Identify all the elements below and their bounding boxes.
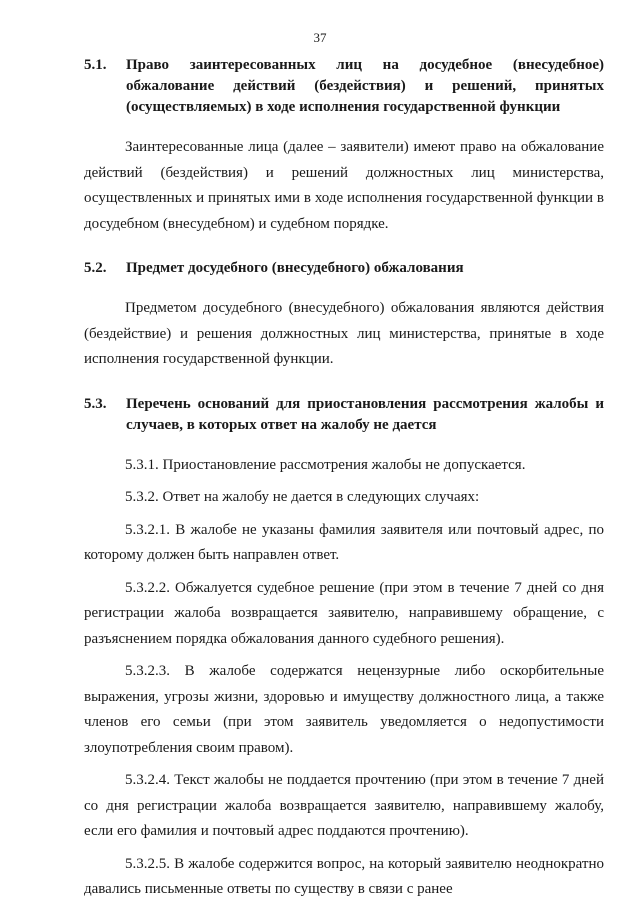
paragraph-5-3-2: 5.3.2. Ответ на жалобу не дается в следующих случаях: bbox=[125, 489, 480, 505]
paragraph: Предметом досудебного (внесудебного) обжалования являются действия (бездействие) и решения должностных лиц министерства, принятые в ходе исполнения государственной функции. bbox=[84, 300, 604, 367]
section-heading-5-1 bbox=[84, 55, 604, 118]
paragraph-5-3-2-3: 5.3.2.3. В жалобе содержатся нецензурные либо оскорбительные выражения, угрозы жизни, здоровью и имуществу должностного лица, а также членов его семьи (при этом заявитель уведомляется о недопустимости злоупотребления своим правом). bbox=[84, 663, 604, 756]
section-title: Право заинтересованных лиц на досудебное (внесудебное) обжалование действий (бездействия) и решений, принятых (осуществляемых) в ходе исполнения государственной функции bbox=[126, 57, 604, 115]
section-number: 5.3. bbox=[84, 395, 107, 412]
paragraph-5-3-1: 5.3.1. Приостановление рассмотрения жалобы не допускается. bbox=[125, 456, 526, 473]
page-number: 37 bbox=[313, 30, 327, 45]
paragraph-5-3-2-5: 5.3.2.5. В жалобе содержится вопрос, на который заявителю неоднократно давались письменные ответы по существу в связи с ранее bbox=[84, 855, 604, 897]
paragraph-5-3-2-2: 5.3.2.2. Обжалуется судебное решение (при этом в течение 7 дней со дня регистрации жалоба возвращается заявителю, направившему обращение, с разъяснением порядка обжалования данного судебного решения). bbox=[84, 579, 604, 647]
section-number: 5.2. bbox=[84, 260, 107, 276]
section-number: 5.1. bbox=[84, 57, 107, 73]
section-heading-5-2 bbox=[84, 258, 604, 279]
section-title: Перечень оснований для приостановления рассмотрения жалобы и случаев, в которых ответ на жалобу не дается bbox=[126, 395, 604, 433]
section-heading-5-3 bbox=[84, 394, 604, 436]
paragraph-5-3-2-1: 5.3.2.1. В жалобе не указаны фамилия заявителя или почтовый адрес, по которому должен быть направлен ответ. bbox=[84, 521, 604, 563]
document-body bbox=[84, 55, 604, 903]
section-title: Предмет досудебного (внесудебного) обжалования bbox=[126, 260, 464, 276]
paragraph-5-3-2-4: 5.3.2.4. Текст жалобы не поддается прочтению (при этом в течение 7 дней со дня регистрации жалоба возвращается заявителю, направившему жалобу, если его фамилия и почтовый адрес поддаются прочтению). bbox=[84, 772, 604, 839]
paragraph: Заинтересованные лица (далее – заявители) имеют право на обжалование действий (бездействия) и решений должностных лиц министерства, осуществленных и принятых ими в ходе исполнения государственной функции в досудебном (внесудебном) и судебном порядке. bbox=[84, 139, 604, 232]
